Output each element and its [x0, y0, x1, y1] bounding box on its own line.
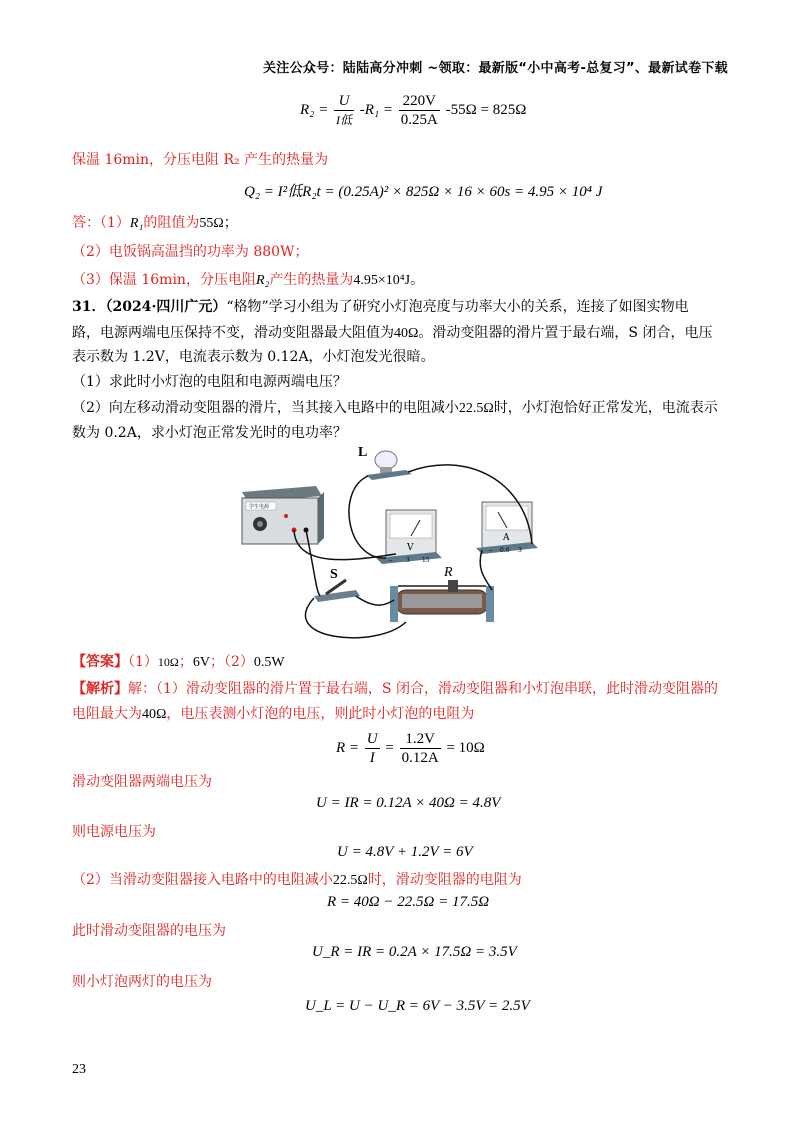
- equation-u: U = IR = 0.12A × 40Ω = 4.8V: [316, 795, 501, 811]
- fraction-220v: [399, 92, 440, 129]
- switch-s: [314, 567, 360, 602]
- equation-q2: Q₂ = I²低R₂t = (0.25A)² × 825Ω × 16 × 60s = 4.95 × 10⁴ J: [244, 184, 603, 200]
- answer-value-3: 0.5W: [253, 655, 285, 670]
- answer1-value: 55Ω；: [199, 216, 238, 231]
- question-line-1: [72, 297, 689, 317]
- voltmeter-term-neg: −: [388, 557, 394, 564]
- answer1-mid: 的阻值为: [143, 215, 200, 231]
- analysis-value-40ohm: 40Ω: [142, 707, 167, 722]
- frac-den: I低: [336, 113, 352, 127]
- question-text-2a: 路，电源两端电压保持不变，滑动变阻器最大阻值为: [72, 325, 394, 341]
- equation-u2: U = 4.8V + 1.2V = 6V: [337, 844, 473, 860]
- circuit-diagram: [236, 440, 566, 650]
- answer3-value: 4.95×10⁴J。: [353, 273, 425, 288]
- frac-den: I: [369, 750, 375, 766]
- question-number: 31．: [72, 299, 106, 315]
- part2-sol-a: （2）当滑动变阻器接入电路中的电阻减小: [72, 872, 333, 888]
- part2-text-c: 时，小灯泡恰好正常发光，电流表示: [493, 400, 718, 416]
- frac-num: 1.2V: [400, 730, 441, 749]
- equation-ur: U_R = IR = 0.2A × 17.5Ω = 3.5V: [312, 944, 517, 960]
- answer-tag: 【答案】: [72, 654, 128, 670]
- eq-r-eq: =: [385, 739, 394, 756]
- answer-line-3: [72, 270, 424, 291]
- answer-line-1: [72, 213, 238, 234]
- part2-sol-c: 时，滑动变阻器的电阻为: [367, 872, 522, 888]
- part2-sol-value: 22.5Ω: [332, 873, 368, 888]
- label-s: S: [330, 567, 338, 582]
- ammeter-term-06: 0.6: [500, 547, 510, 554]
- ammeter-term-3: 3: [518, 547, 522, 554]
- text-keep-warm: 保温 16min，分压电阻 R₂ 产生的热量为: [72, 152, 329, 168]
- answer-part2: ；（2）: [209, 654, 254, 670]
- text-source-voltage: 则电源电压为: [72, 824, 156, 840]
- analysis-text-2c: ，电压表测小灯泡的电压，则此时小灯泡的电阻为: [166, 706, 475, 722]
- frac-num: 220V: [399, 92, 440, 111]
- voltmeter-term-3: 3: [406, 557, 410, 564]
- answer1-prefix: 答：（1）: [72, 215, 130, 231]
- analysis-text-1: 解：（1）滑动变阻器的滑片置于最右端，S 闭合，滑动变阻器和小灯泡串联，此时滑动变阻器的: [128, 681, 718, 697]
- equation-r: [336, 730, 485, 767]
- rheostat-r: [390, 565, 494, 622]
- question-text-1: “格物”学习小组为了研究小灯泡亮度与功率大小的关系，连接了如图实物电: [226, 299, 689, 315]
- frac-den: 0.12A: [401, 750, 439, 766]
- answer3-symbol: R₂: [255, 273, 270, 288]
- question-part-1: （1）求此时小灯泡的电阻和电源两端电压？: [72, 374, 347, 390]
- answer-line-2: （2）电饭锅高温挡的功率为 880W；: [72, 244, 309, 260]
- equation-ul: U_L = U − U_R = 6V − 3.5V = 2.5V: [305, 998, 530, 1014]
- voltmeter-term-15: 15: [422, 557, 430, 564]
- page-number: 23: [72, 1062, 86, 1077]
- question-line-3: 表示数为 1.2V，电流表示数为 0.12A，小灯泡发光很暗。: [72, 349, 435, 365]
- lamp-l: [358, 445, 412, 480]
- answer-value-2: 6V: [192, 655, 210, 670]
- eq-r2-rhs: -55Ω = 825Ω: [445, 101, 527, 118]
- fraction-12v: [400, 730, 441, 767]
- analysis-line-1: [72, 679, 718, 699]
- eq-r2-lhs: R₂ =: [300, 101, 329, 118]
- answer-sep: ；: [178, 654, 193, 670]
- equation-r2-new: R = 40Ω − 22.5Ω = 17.5Ω: [327, 894, 490, 910]
- answer-part1: （1）: [128, 654, 158, 670]
- eq-r-lhs: R =: [336, 739, 360, 756]
- ammeter-letter: A: [503, 533, 510, 543]
- label-r: R: [444, 565, 453, 580]
- question-text-2c: 。滑动变阻器的滑片置于最右端，S 闭合，电压: [418, 325, 713, 341]
- text-slide-voltage: 滑动变阻器两端电压为: [72, 774, 212, 790]
- page-header: 关注公众号：陆陆高分冲刺 ~领取：最新版“小中高考-总复习”、最新试卷下载: [262, 61, 728, 76]
- question-part-2-cont: 数为 0.2A，求小灯泡正常发光时的电功率？: [72, 425, 347, 441]
- frac-num: U: [366, 731, 378, 747]
- frac-num: U: [334, 92, 354, 111]
- answer-value-1: 10Ω: [157, 655, 179, 669]
- text-slide-voltage-2: 此时滑动变阻器的电压为: [72, 923, 226, 939]
- voltmeter-letter: V: [407, 543, 414, 553]
- part2-line: [72, 870, 522, 891]
- fraction-u-over-i-2: [365, 730, 380, 767]
- analysis-line-2: [72, 704, 474, 725]
- analysis-text-2a: 电阻最大为: [72, 706, 142, 722]
- question-value-40ohm: 40Ω: [394, 326, 419, 341]
- answer-summary: [72, 652, 285, 673]
- answer3-mid: 产生的热量为: [269, 272, 354, 288]
- eq-r2-mid: -R₁ =: [359, 101, 393, 118]
- ammeter-term-neg: −: [488, 547, 494, 554]
- eq-r-rhs: = 10Ω: [446, 739, 485, 756]
- text-lamp-voltage: 则小灯泡两灯的电压为: [72, 974, 212, 990]
- part2-text-a: （2）向左移动滑动变阻器的滑片，当其接入电路中的电阻减小: [72, 400, 459, 416]
- fraction-u-over-i: [334, 92, 354, 129]
- part2-value: 22.5Ω: [458, 401, 494, 416]
- label-l: L: [358, 445, 368, 460]
- analysis-tag: 【解析】: [72, 681, 128, 697]
- frac-den: 0.25A: [400, 112, 438, 128]
- power-supply-label: 学生电源: [249, 504, 270, 510]
- question-line-2: [72, 323, 712, 344]
- equation-r2: [300, 92, 526, 129]
- question-source: （2024·四川广元）: [105, 299, 227, 315]
- power-supply: [242, 486, 324, 544]
- question-part-2: [72, 398, 718, 419]
- answer1-symbol: R₁: [129, 216, 144, 231]
- answer3-prefix: （3）保温 16min，分压电阻: [72, 272, 256, 288]
